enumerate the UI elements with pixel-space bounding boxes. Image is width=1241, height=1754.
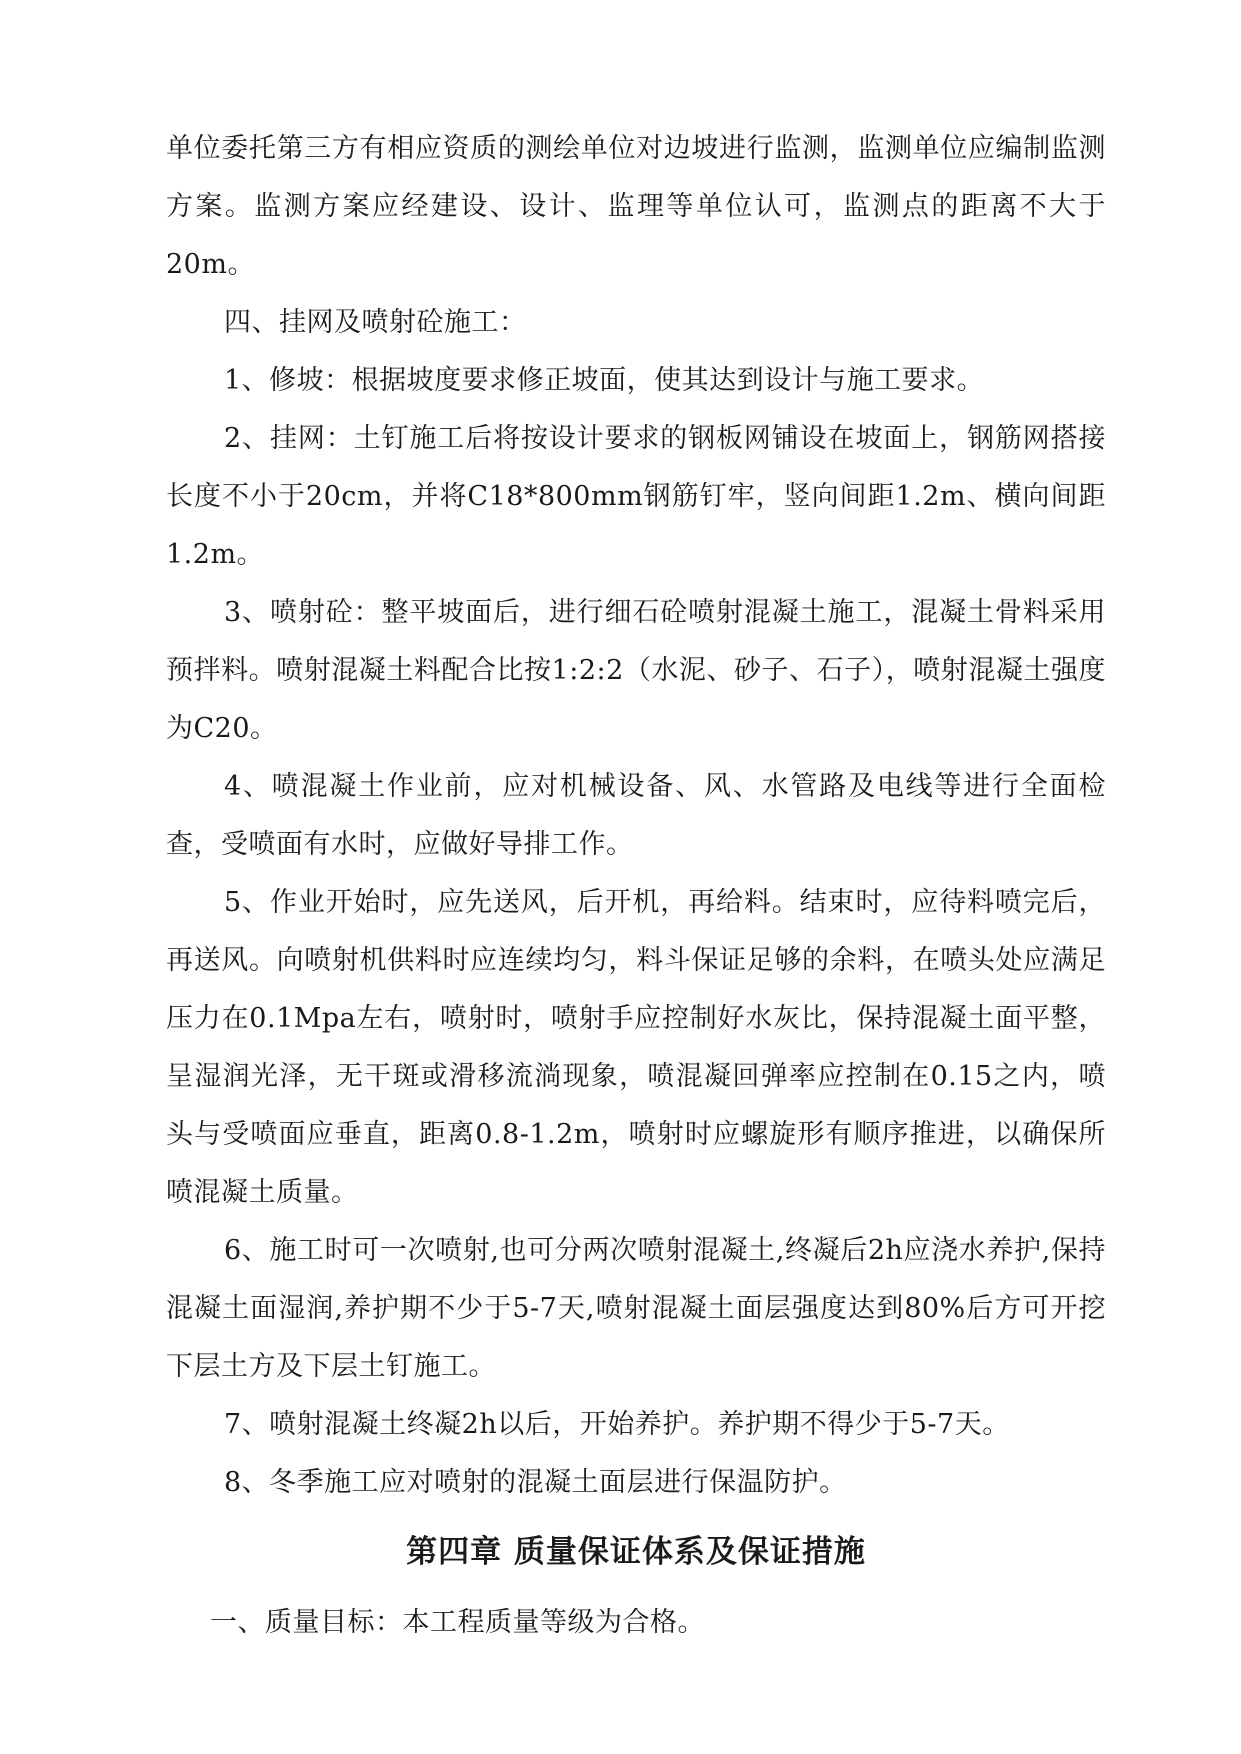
chapter-title: 第四章 质量保证体系及保证措施 <box>406 1534 866 1570</box>
paragraph-step-3: 3、喷射砼：整平坡面后，进行细石砼喷射混凝土施工，混凝土骨料采用预拌料。喷射混凝土料配合比按1:2:2（水泥、砂子、石子），喷射混凝土强度为C20。 <box>166 597 1106 744</box>
paragraph-step-8: 8、冬季施工应对喷射的混凝土面层进行保温防护。 <box>224 1467 847 1498</box>
paragraph-step-4: 4、喷混凝土作业前，应对机械设备、风、水管路及电线等进行全面检查，受喷面有水时，应做好导排工作。 <box>166 771 1106 860</box>
paragraph-step-7: 7、喷射混凝土终凝2h以后，开始养护。养护期不得少于5-7天。 <box>224 1409 1010 1440</box>
paragraph-step-5: 5、作业开始时，应先送风，后开机，再给料。结束时，应待料喷完后，再送风。向喷射机供料时应连续均匀，料斗保证足够的余料，在喷头处应满足压力在0.1Mpa左右，喷射时，喷射手应控制好水灰比，保持混凝土面平整，呈湿润光泽，无干斑或滑移流淌现象，喷混凝回弹率应控制在0.15之内，喷头与受喷面应垂直，距离0.8-1.2m，喷射时应螺旋形有顺序推进，以确保所喷混凝土质量。 <box>166 887 1106 1208</box>
paragraph-step-2: 2、挂网：土钉施工后将按设计要求的钢板网铺设在坡面上，钢筋网搭接长度不小于20cm，并将C18*800mm钢筋钉牢，竖向间距1.2m、横向间距1.2m。 <box>166 423 1106 570</box>
document-page <box>166 120 1106 1652</box>
heading-mesh-and-shotcrete: 四、挂网及喷射砼施工： <box>224 307 527 338</box>
paragraph-monitoring: 单位委托第三方有相应资质的测绘单位对边坡进行监测，监测单位应编制监测方案。监测方案应经建设、设计、监理等单位认可，监测点的距离不大于20m。 <box>166 133 1106 280</box>
section-quality-target: 一、质量目标：本工程质量等级为合格。 <box>210 1607 705 1638</box>
paragraph-step-1: 1、修坡：根据坡度要求修正坡面，使其达到设计与施工要求。 <box>224 365 985 396</box>
paragraph-step-6: 6、施工时可一次喷射,也可分两次喷射混凝土,终凝后2h应浇水养护,保持混凝土面湿润,养护期不少于5-7天,喷射混凝土面层强度达到80%后方可开挖下层土方及下层土钉施工。 <box>166 1235 1106 1382</box>
